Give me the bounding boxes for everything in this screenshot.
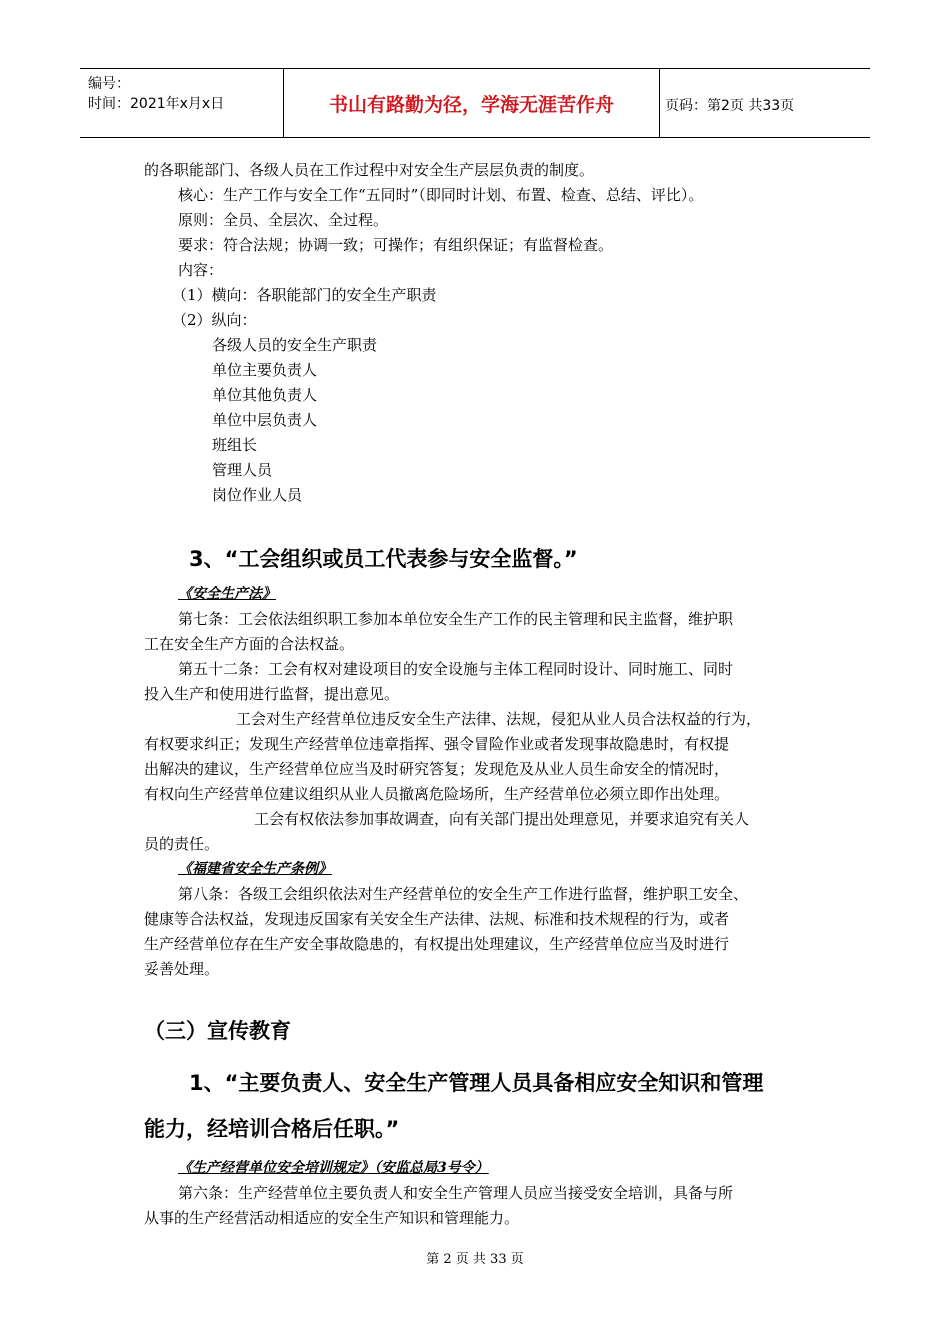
subsection-heading: 1、“主要负责人、安全生产管理人员具备相应安全知识和管理 — [189, 1071, 764, 1095]
para-line: 第七条：工会依法组织职工参加本单位安全生产工作的民主管理和民主监督，维护职 — [178, 610, 734, 628]
list-item: 班组长 — [212, 436, 258, 454]
page-header — [80, 68, 870, 138]
para-line: 有权向生产经营单位建议组织从业人员撤离危险场所，生产经营单位必须立即作出处理。 — [144, 785, 730, 803]
para-line: 第五十二条：工会有权对建设项目的安全设施与主体工程同时设计、同时施工、同时 — [178, 660, 734, 678]
para-line: 工会对生产经营单位违反安全生产法律、法规，侵犯从业人员合法权益的行为， — [236, 710, 762, 728]
para-line: 内容： — [178, 261, 224, 279]
para-line: 健康等合法权益，发现违反国家有关安全生产法律、法规、标准和技术规程的行为，或者 — [144, 910, 730, 928]
list-item: 单位中层负责人 — [212, 411, 318, 429]
para-line: 生产经营单位存在生产安全事故隐患的，有权提出处理建议，生产经营单位应当及时进行 — [144, 935, 730, 953]
source-title: 《福建省安全生产条例》 — [178, 861, 332, 877]
header-meta — [80, 69, 283, 137]
date-label: 时间：2021年x月x日 — [88, 96, 225, 112]
page-footer: 第 2 页 共 33 页 — [426, 1252, 524, 1267]
para-line: （1）横向：各职能部门的安全生产职责 — [172, 286, 437, 304]
para-line: 要求：符合法规；协调一致；可操作；有组织保证；有监督检查。 — [178, 236, 614, 254]
list-item: 岗位作业人员 — [212, 486, 303, 504]
list-item: 各级人员的安全生产职责 — [212, 336, 378, 354]
para-line: 工在安全生产方面的合法权益。 — [144, 635, 355, 653]
list-item: 单位其他负责人 — [212, 386, 318, 404]
para-line: 工会有权依法参加事故调查，向有关部门提出处理意见，并要求追究有关人 — [254, 810, 750, 828]
para-line: 有权要求纠正；发现生产经营单位违章指挥、强令冒险作业或者发现事故隐患时，有权提 — [144, 735, 730, 753]
para-line: 出解决的建议，生产经营单位应当及时研究答复；发现危及从业人员生命安全的情况时， — [144, 760, 730, 778]
source-title: 《安全生产法》 — [178, 586, 276, 602]
subsection-heading-cont: 能力，经培训合格后任职。” — [144, 1117, 400, 1141]
page-label: 页码：第2页 共33页 — [665, 98, 795, 114]
para-line: 从事的生产经营活动相适应的安全生产知识和管理能力。 — [144, 1209, 520, 1227]
list-item: 管理人员 — [212, 461, 273, 479]
para-line: 核心：生产工作与安全工作“五同时”（即同时计划、布置、检查、总结、评比）。 — [178, 186, 704, 204]
section-heading: （三）宣传教育 — [144, 1019, 291, 1043]
para-line: 妥善处理。 — [144, 960, 220, 978]
para-line: 原则：全员、全层次、全过程。 — [178, 211, 389, 229]
list-item: 单位主要负责人 — [212, 361, 318, 379]
para-line: 的各职能部门、各级人员在工作过程中对安全生产层层负责的制度。 — [144, 161, 595, 179]
para-line: （2）纵向： — [172, 311, 257, 329]
para-line: 第八条：各级工会组织依法对生产经营单位的安全生产工作进行监督，维护职工安全、 — [178, 885, 749, 903]
motto: 书山有路勤为径，学海无涯苦作舟 — [283, 69, 660, 137]
source-title: 《生产经营单位安全培训规定》（安监总局3号令） — [178, 1160, 489, 1176]
section-heading: 3、“工会组织或员工代表参与安全监督。” — [189, 547, 578, 571]
para-line: 员的责任。 — [144, 835, 220, 853]
para-line: 投入生产和使用进行监督，提出意见。 — [144, 685, 400, 703]
number-label: 编号： — [88, 76, 130, 92]
para-line: 第六条：生产经营单位主要负责人和安全生产管理人员应当接受安全培训，具备与所 — [178, 1184, 734, 1202]
